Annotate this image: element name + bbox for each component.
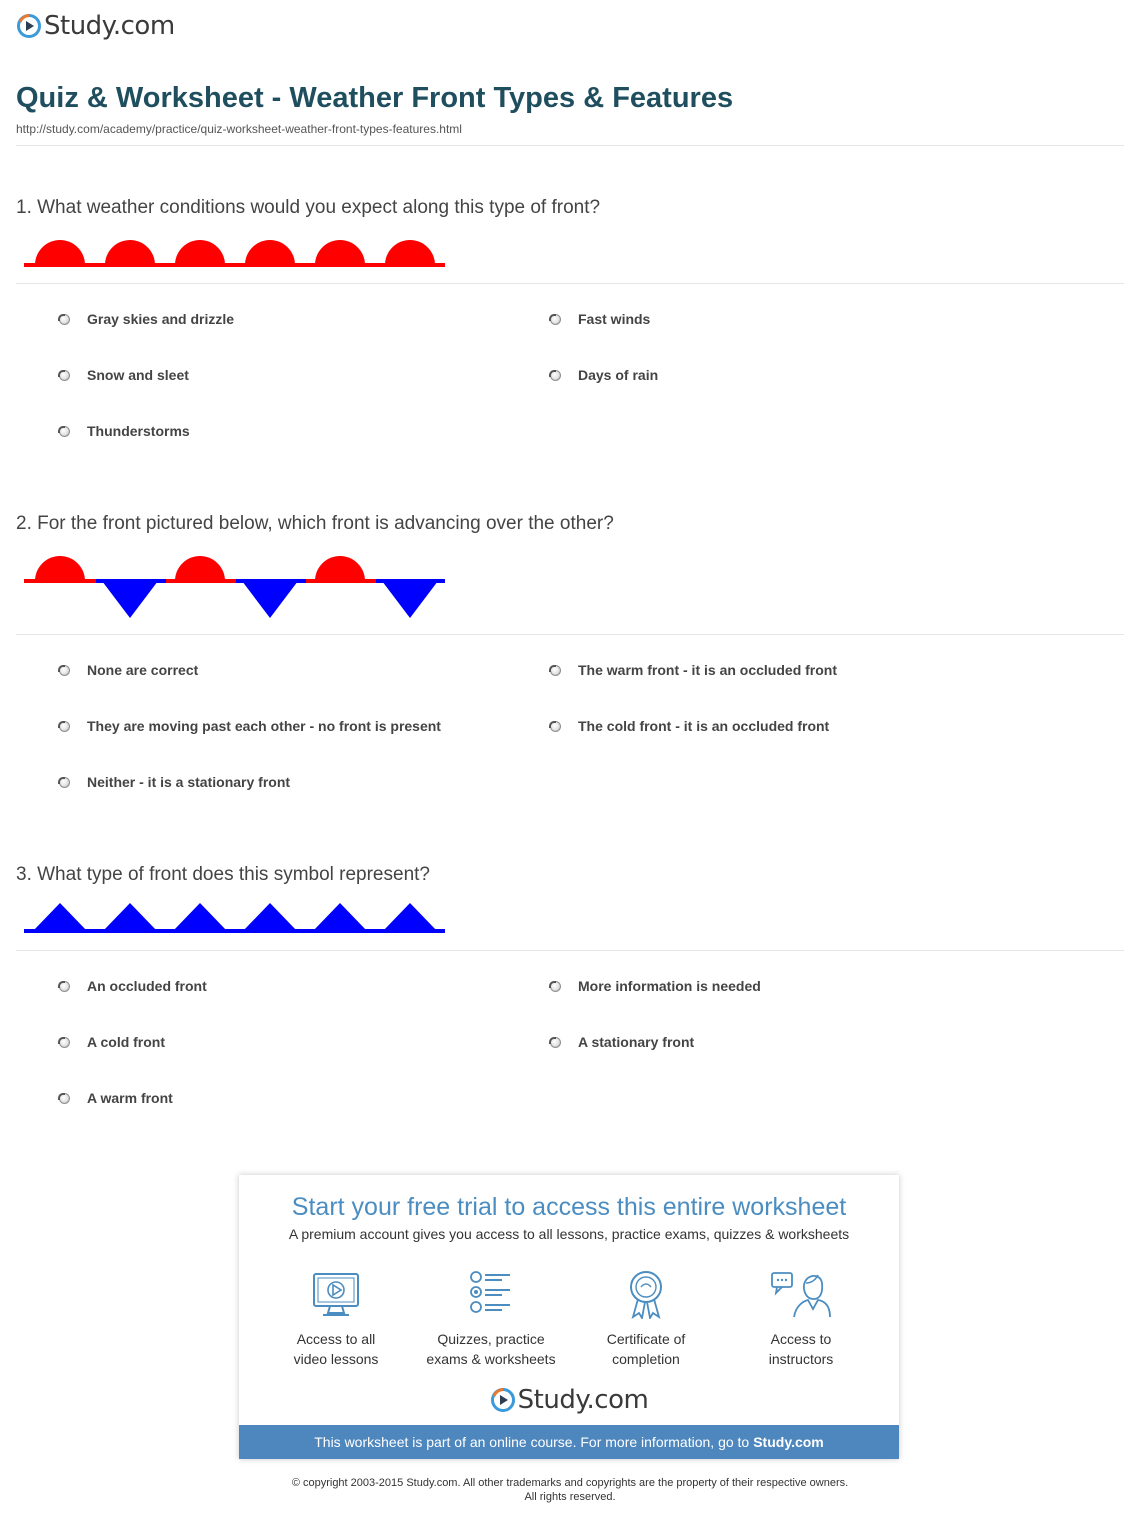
feature-label: Quizzes, practice [437,1331,545,1347]
radio-button[interactable] [550,1037,561,1048]
q2-option-2[interactable] [550,662,837,678]
q3-option-1[interactable] [59,978,207,994]
video-lesson-icon [311,1269,361,1319]
q3-option-5[interactable] [59,1090,173,1106]
feature-label: Certificate of [606,1331,686,1347]
copyright-line: © copyright 2003-2015 Study.com. All other trademarks and copyrights are the property of their respective owners. [291,1477,849,1489]
quiz-list-icon [466,1269,516,1319]
radio-button[interactable] [550,665,561,676]
q3-option-3[interactable] [59,1034,165,1050]
q2-option-5[interactable] [59,774,290,790]
feature-instructors [721,1269,881,1369]
question-3-divider [16,950,1124,951]
course-info-bar [239,1425,899,1459]
q1-option-4[interactable] [550,367,658,383]
option-label: The cold front - it is an occluded front [578,718,830,734]
question-2-divider [16,634,1124,635]
question-1-text: 1. What weather conditions would you expect along this type of front? [16,197,601,218]
q1-option-3[interactable] [59,367,189,383]
q1-option-5[interactable] [59,423,190,439]
feature-label: instructors [768,1351,834,1367]
option-label: More information is needed [578,978,761,994]
rights-line: All rights reserved. [524,1491,616,1503]
feature-label: Access to all [296,1331,376,1347]
option-label: Gray skies and drizzle [87,311,235,327]
radio-button[interactable] [59,1093,70,1104]
option-label: Snow and sleet [87,367,189,383]
radio-button[interactable] [550,981,561,992]
instructor-icon [770,1269,832,1319]
radio-button[interactable] [550,370,561,381]
q1-option-2[interactable] [550,311,650,327]
feature-label: exams & worksheets [426,1351,556,1367]
radio-button[interactable] [550,314,561,325]
option-label: Fast winds [578,311,651,327]
study-logo[interactable] [16,10,175,42]
radio-button[interactable] [59,777,70,788]
q2-option-3[interactable] [59,718,441,734]
page-title: Quiz & Worksheet - Weather Front Types & Features [16,82,734,114]
course-info-text: This worksheet is part of an online course. For more information, go to [314,1434,750,1450]
option-label: A cold front [87,1034,166,1050]
radio-button[interactable] [59,981,70,992]
question-3-text: 3. What type of front does this symbol represent? [16,864,430,885]
radio-button[interactable] [59,314,70,325]
feature-label: completion [612,1351,680,1367]
feature-quizzes [411,1269,571,1369]
free-trial-subtitle: A premium account gives you access to all lessons, practice exams, quizzes & worksheets [288,1226,850,1242]
free-trial-panel [239,1175,899,1459]
option-label: Thunderstorms [87,423,190,439]
option-label: Neither - it is a stationary front [87,774,291,790]
cold-front-symbol-icon [24,894,446,936]
q3-option-2[interactable] [550,978,761,994]
feature-label: video lessons [293,1351,379,1367]
feature-label: Access to [770,1331,832,1347]
option-label: An occluded front [87,978,207,994]
option-label: A stationary front [578,1034,695,1050]
option-label: A warm front [87,1090,173,1106]
question-2-text: 2. For the front pictured below, which front is advancing over the other? [16,513,614,534]
question-1-divider [16,283,1124,284]
option-label: None are correct [87,662,199,678]
radio-button[interactable] [550,721,561,732]
option-label: They are moving past each other - no front is present [87,718,441,734]
option-label: Days of rain [578,367,659,383]
study-logo-text: Study.com [44,11,175,41]
q3-option-4[interactable] [550,1034,694,1050]
study-logo-text: Study.com [517,1385,649,1415]
q2-option-1[interactable] [59,662,198,678]
free-trial-title[interactable]: Start your free trial to access this entire worksheet [291,1193,847,1221]
q1-option-1[interactable] [59,311,234,327]
study-logo-icon [16,13,42,39]
study-logo-footer[interactable] [239,1385,899,1415]
study-logo-icon [490,1387,516,1413]
radio-button[interactable] [59,665,70,676]
option-label: The warm front - it is an occluded front [578,662,838,678]
q2-option-4[interactable] [550,718,829,734]
feature-video-lessons [256,1269,416,1369]
radio-button[interactable] [59,370,70,381]
occluded-front-symbol-icon [24,552,446,620]
header-divider [16,145,1124,146]
page-url[interactable]: http://study.com/academy/practice/quiz-worksheet-weather-front-types-features.html [16,122,462,136]
copyright-notice [0,1476,1140,1504]
radio-button[interactable] [59,426,70,437]
feature-certificate [566,1269,726,1369]
study-link[interactable]: Study.com [753,1434,824,1450]
radio-button[interactable] [59,721,70,732]
radio-button[interactable] [59,1037,70,1048]
certificate-icon [621,1269,671,1319]
warm-front-symbol-icon [24,236,446,270]
